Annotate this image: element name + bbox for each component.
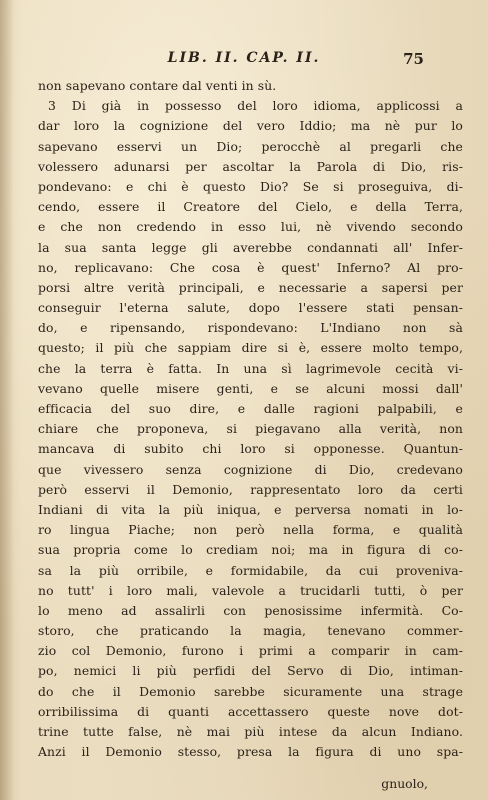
text-line: po, nemici li più perfidi del Servo di Dio, intiman- [38,663,463,679]
text-line: ro lingua Piache; non però nella forma, e qualità [38,522,463,538]
text-line: zio col Demonio, furono i primi a comparir in cam- [38,643,463,659]
text-line: che la terra è fatta. In una sì lagrimevole cecità vi- [38,360,463,376]
text-line: sua propria come lo crediam noi; ma in figura di co- [38,542,463,558]
text-line: dar loro la cognizione del vero Iddio; ma nè pur lo [38,118,463,134]
running-head: LIB. II. CAP. II. [167,50,321,66]
text-line: Indiani di vita la più iniqua, e perversa nomati in lo- [38,501,463,517]
text-line: no tutt' i loro mali, valevole a trucidarli tutti, ò per [38,582,463,598]
text-line: la sua santa legge gli averebbe condannati all' Infer- [38,239,463,255]
page-number: 75 [403,50,424,68]
text-line: porsi altre verità principali, e necessarie a sapersi per [38,279,463,295]
text-line: chiare che proponeva, si piegavano alla verità, non [38,421,463,437]
text-line: orribilissima di quanti accettassero queste nove dot- [38,703,463,719]
text-line: cendo, essere il Creatore del Cielo, e della Terra, [38,199,463,215]
text-line: però esservi il Demonio, rappresentato loro da certi [38,481,463,497]
text-line: Anzi il Demonio stesso, presa la figura di uno spa- [38,744,463,760]
text-line: volessero adunarsi per ascoltar la Parola di Dio, ris- [38,158,463,174]
page-header [0,50,488,70]
text-line: vevano quelle misere genti, e se alcuni mossi dall' [38,380,463,396]
text-line: no, replicavano: Che cosa è quest' Inferno? Al pro- [38,259,463,275]
text-line: mancava di subito chi loro si opponesse. Quantun- [38,441,463,457]
text-line: do, e ripensando, rispondevano: L'Indiano non sà [38,320,463,336]
catchword: gnuolo, [381,776,428,791]
text-line: efficacia del suo dire, e dalle ragioni palpabili, e [38,401,463,416]
text-line: storo, che praticando la magia, tenevano commer- [38,623,463,639]
text-line: 3 Di già in possesso del loro idioma, applicossi a [48,98,463,114]
text-line: sapevano esservi un Dio; perocchè al pregarli che [38,138,463,154]
text-line: que vivessero senza cognizione di Dio, credevano [38,461,463,477]
text-line: sa la più orribile, e formidabile, da cui proveniva- [38,562,463,578]
text-line: questo; il più che sappiam dire si è, essere molto tempo, [38,340,463,356]
text-line: lo meno ad assalirli con penosissime infermità. Co- [38,602,463,618]
text-line: e che non credendo in esso lui, nè vivendo secondo [38,219,463,235]
text-line: do che il Demonio sarebbe sicuramente una strage [38,683,463,699]
body-text [38,76,463,762]
text-line: conseguir l'eterna salute, dopo l'essere stati pensan- [38,300,463,316]
text-line: pondevano: e chi è questo Dio? Se si proseguiva, di- [38,178,463,194]
text-line: non sapevano contare dal venti in sù. [38,78,277,93]
text-line: trine tutte false, nè mai più intese da alcun Indiano. [38,724,463,739]
